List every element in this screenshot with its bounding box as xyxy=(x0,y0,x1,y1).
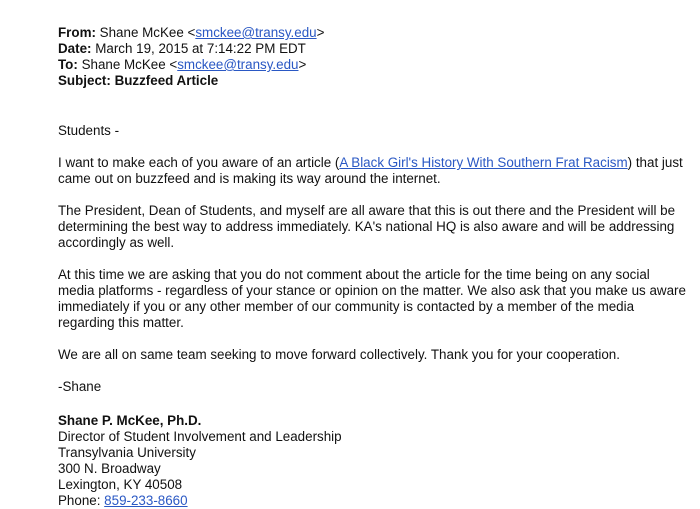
to-label: To: xyxy=(58,57,78,72)
from-line: From: Shane McKee <smckee@transy.edu> xyxy=(58,25,325,40)
to-email-link[interactable]: smckee@transy.edu xyxy=(177,57,299,72)
email-message xyxy=(58,25,688,509)
p1-before: I want to make each of you aware of an article ( xyxy=(58,155,340,170)
signature-block xyxy=(58,413,688,509)
signature-org: Transylvania University xyxy=(58,445,196,460)
phone-link[interactable]: 859-233-8660 xyxy=(104,493,188,508)
subject-line xyxy=(58,73,688,89)
to-name: Shane McKee xyxy=(81,57,166,72)
signature-phone-line xyxy=(58,493,688,509)
signature-street: 300 N. Broadway xyxy=(58,461,161,476)
signature-city: Lexington, KY 40508 xyxy=(58,477,183,492)
signature-title: Director of Student Involvement and Leadership xyxy=(58,429,342,444)
from-label: From: xyxy=(58,25,96,40)
paragraph-article-notice xyxy=(58,155,688,187)
email-headers xyxy=(58,25,688,89)
email-body xyxy=(58,123,688,395)
from-name: Shane McKee xyxy=(99,25,184,40)
signature-name: Shane P. McKee, Ph.D. xyxy=(58,413,202,428)
date-line xyxy=(58,41,688,57)
article-link[interactable]: A Black Girl's History With Southern Frat Racism xyxy=(339,155,628,170)
signoff: -Shane xyxy=(58,379,102,394)
date-label: Date: xyxy=(58,41,92,56)
subject-label: Subject: xyxy=(58,73,111,88)
phone-label: Phone: xyxy=(58,493,105,508)
date-value: March 19, 2015 at 7:14:22 PM EDT xyxy=(95,41,306,56)
p1-after: ) that just came out on buzzfeed and is making its way around the internet. xyxy=(58,155,683,186)
greeting: Students - xyxy=(58,123,120,138)
paragraph-request: At this time we are asking that you do not comment about the article for the time being on any social media platforms - regardless of your stance or opinion on the matter. We also ask that you make us aware immediately if you or any other member of our community is contacted by a member of the media regarding this matter. xyxy=(58,267,686,330)
paragraph-closing: We are all on same team seeking to move forward collectively. Thank you for your cooperation. xyxy=(58,347,620,362)
paragraph-administration: The President, Dean of Students, and myself are all aware that this is out there and the President will be determining the best way to address immediately. KA's national HQ is also aware and will be addressing accordingly as well. xyxy=(58,203,676,250)
subject-value: Buzzfeed Article xyxy=(114,73,219,88)
to-line: To: Shane McKee <smckee@transy.edu> xyxy=(58,57,307,72)
from-email-link[interactable]: smckee@transy.edu xyxy=(195,25,317,40)
